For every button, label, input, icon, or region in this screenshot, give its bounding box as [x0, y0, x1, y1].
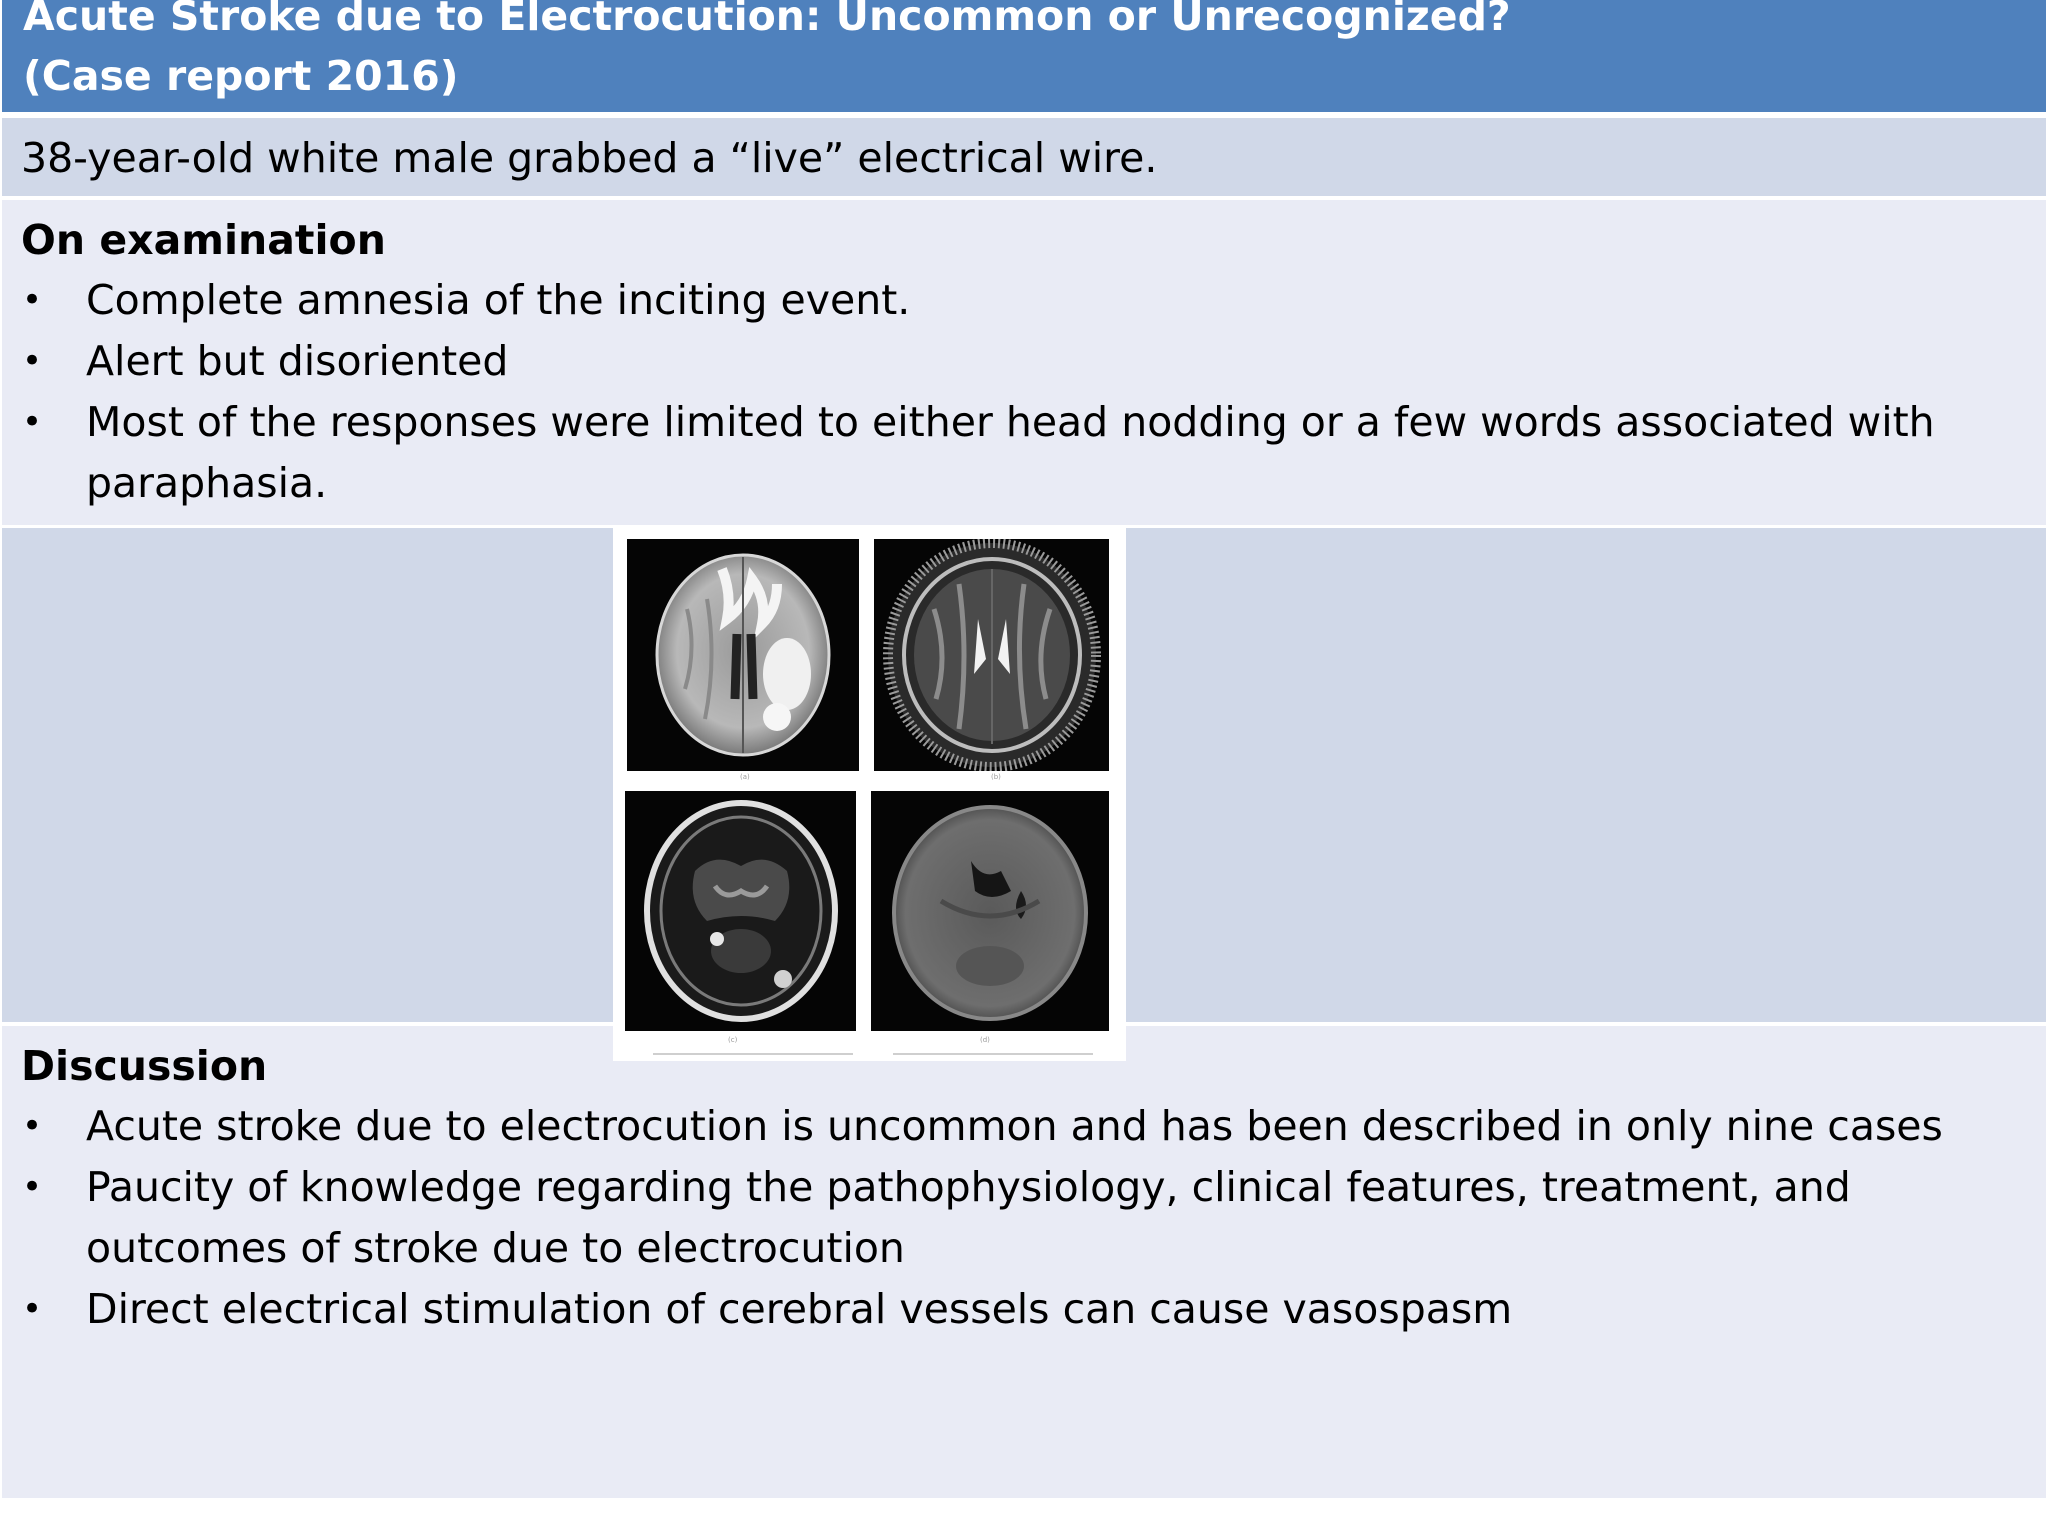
slide-title-line-2: (Case report 2016)	[23, 52, 459, 100]
bullet-icon: •	[22, 280, 43, 320]
list-item	[2, 1157, 2006, 1279]
bullet-icon: •	[22, 1167, 43, 1207]
mri-scan-c	[625, 791, 856, 1031]
list-item-text: Complete amnesia of the inciting event.	[86, 276, 911, 324]
bullet-icon: •	[22, 1289, 43, 1329]
panel-label-d: (d)	[980, 1036, 990, 1044]
mri-scan-d	[871, 791, 1109, 1031]
bullet-icon: •	[22, 341, 43, 381]
list-item	[2, 392, 2006, 514]
discussion-list	[2, 1096, 2006, 1340]
list-item	[2, 270, 2006, 331]
list-item-text: Most of the responses were limited to either head nodding or a few words associated with paraphasia.	[86, 398, 1935, 507]
bullet-icon: •	[22, 402, 43, 442]
mri-scan-a	[627, 539, 859, 771]
mri-scan-b	[874, 539, 1109, 771]
discussion-row	[2, 1026, 2046, 1498]
slide-title-line-1: Acute Stroke due to Electrocution: Uncommon or Unrecognized?	[23, 0, 1511, 40]
examination-heading: On examination	[21, 216, 386, 264]
list-item	[2, 1096, 2006, 1157]
intro-row	[2, 118, 2046, 196]
figure-caption-line	[653, 1053, 853, 1055]
figure-caption-line	[893, 1053, 1093, 1055]
panel-label-b: (b)	[991, 773, 1001, 781]
discussion-heading: Discussion	[21, 1042, 268, 1090]
examination-list	[2, 270, 2006, 514]
panel-label-a: (a)	[740, 773, 750, 781]
list-item	[2, 331, 2006, 392]
list-item-text: Paucity of knowledge regarding the pathophysiology, clinical features, treatment, and outcomes of stroke due to electrocution	[86, 1163, 1851, 1272]
list-item-text: Alert but disoriented	[86, 337, 509, 385]
bullet-icon: •	[22, 1106, 43, 1146]
list-item-text: Acute stroke due to electrocution is uncommon and has been described in only nine cases	[86, 1102, 1943, 1150]
mri-figure	[613, 528, 1126, 1061]
list-item-text: Direct electrical stimulation of cerebral vessels can cause vasospasm	[86, 1285, 1513, 1333]
panel-label-c: (c)	[728, 1036, 738, 1044]
intro-text: 38-year-old white male grabbed a “live” electrical wire.	[21, 134, 1158, 182]
title-band	[2, 0, 2046, 112]
examination-row	[2, 200, 2046, 525]
list-item	[2, 1279, 2006, 1340]
